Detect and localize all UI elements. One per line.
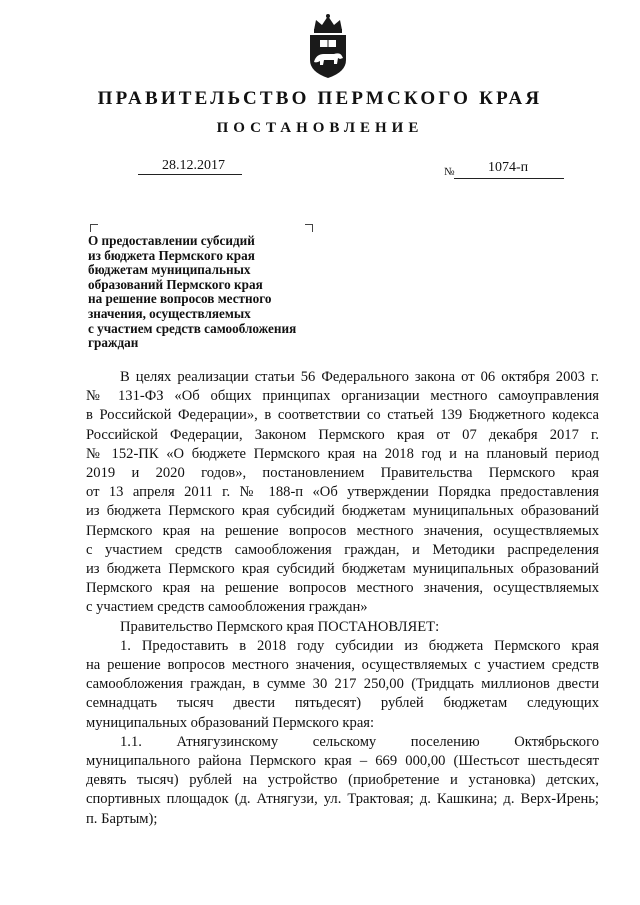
body-line: Пермского края на решение вопросов местного значения, осуществляемых xyxy=(86,522,599,539)
subject-line: образований Пермского края xyxy=(88,276,263,292)
subject-line: О предоставлении субсидий xyxy=(88,233,255,248)
subject-corner-right xyxy=(305,224,313,232)
subject-line: бюджетам муниципальных xyxy=(88,262,251,278)
subject-corner-left xyxy=(90,224,98,232)
number-underline xyxy=(454,178,564,179)
body-line: из бюджета Пермского края субсидий бюджетам муниципальных образований xyxy=(86,503,599,520)
body-line: Российской Федерации, Законом Пермского края от 07 декабря 2017 г. xyxy=(86,426,599,443)
subject-line: из бюджета Пермского края xyxy=(88,247,255,263)
body-line: Правительство Пермского края ПОСТАНОВЛЯЕТ: xyxy=(120,618,440,635)
body-line: муниципального района Пермского края – 669 000,00 (Шестьсот шестьдесят xyxy=(86,753,599,770)
body-line: от 13 апреля 2011 г. № 188-п «Об утверждении Порядка предоставления xyxy=(86,484,599,501)
body-line: семнадцать тысяч двести пятьдесят) рублей бюджетам следующих xyxy=(86,695,599,712)
number-sign: № xyxy=(444,166,455,178)
date-underline xyxy=(138,174,242,175)
body-line: № 131-ФЗ «Об общих принципах организации местного самоуправления xyxy=(86,388,599,405)
subject-line: граждан xyxy=(88,335,139,351)
document-subject xyxy=(88,234,348,351)
body-line: самообложения граждан, в сумме 30 217 250,00 (Тридцать миллионов двести xyxy=(86,676,599,693)
government-title: ПРАВИТЕЛЬСТВО ПЕРМСКОГО КРАЯ xyxy=(97,88,543,109)
body-line: девять тысяч) рублей на устройство (приобретение и установка) детских, xyxy=(86,772,599,789)
body-line: Пермского края на решение вопросов местного значения, осуществляемых xyxy=(86,580,599,597)
perm-krai-coat-of-arms-icon xyxy=(300,12,356,80)
body-line: в Российской Федерации», в соответствии со статьей 139 Бюджетного кодекса xyxy=(86,407,599,424)
body-line: № 152-ПК «О бюджете Пермского края на 2018 год и на плановый период xyxy=(86,445,599,462)
document-type: ПОСТАНОВЛЕНИЕ xyxy=(216,120,424,136)
body-line: муниципальных образований Пермского края: xyxy=(86,714,375,731)
body-line: 1. Предоставить в 2018 году субсидии из бюджета Пермского края xyxy=(120,637,599,654)
subject-line: на решение вопросов местного xyxy=(88,291,272,307)
body-line: В целях реализации статьи 56 Федерального закона от 06 октября 2003 г. xyxy=(120,369,599,385)
document-body xyxy=(86,368,599,829)
document-number: 1074-п xyxy=(488,160,529,175)
body-line: спортивных площадок (д. Атнягузи, ул. Трактовая; д. Кашкина; д. Верх-Ирень; xyxy=(86,791,599,808)
body-line: на решение вопросов местного значения, осуществляемых с участием средств xyxy=(86,657,599,674)
body-line: п. Бартым); xyxy=(86,810,158,827)
body-line: из бюджета Пермского края субсидий бюджетам муниципальных образований xyxy=(86,561,599,578)
subject-line: значения, осуществляемых xyxy=(88,305,251,321)
document-date: 28.12.2017 xyxy=(162,158,225,173)
body-line: 1.1. Атнягузинскому сельскому поселению Октябрьского xyxy=(120,733,599,750)
body-line: с участием средств самообложения граждан» xyxy=(86,599,368,616)
body-line: с участием средств самообложения граждан, и Методики распределения xyxy=(86,541,599,558)
body-line: 2019 и 2020 годов», постановлением Правительства Пермского края xyxy=(86,465,599,482)
subject-line: с участием средств самообложения xyxy=(88,320,297,336)
